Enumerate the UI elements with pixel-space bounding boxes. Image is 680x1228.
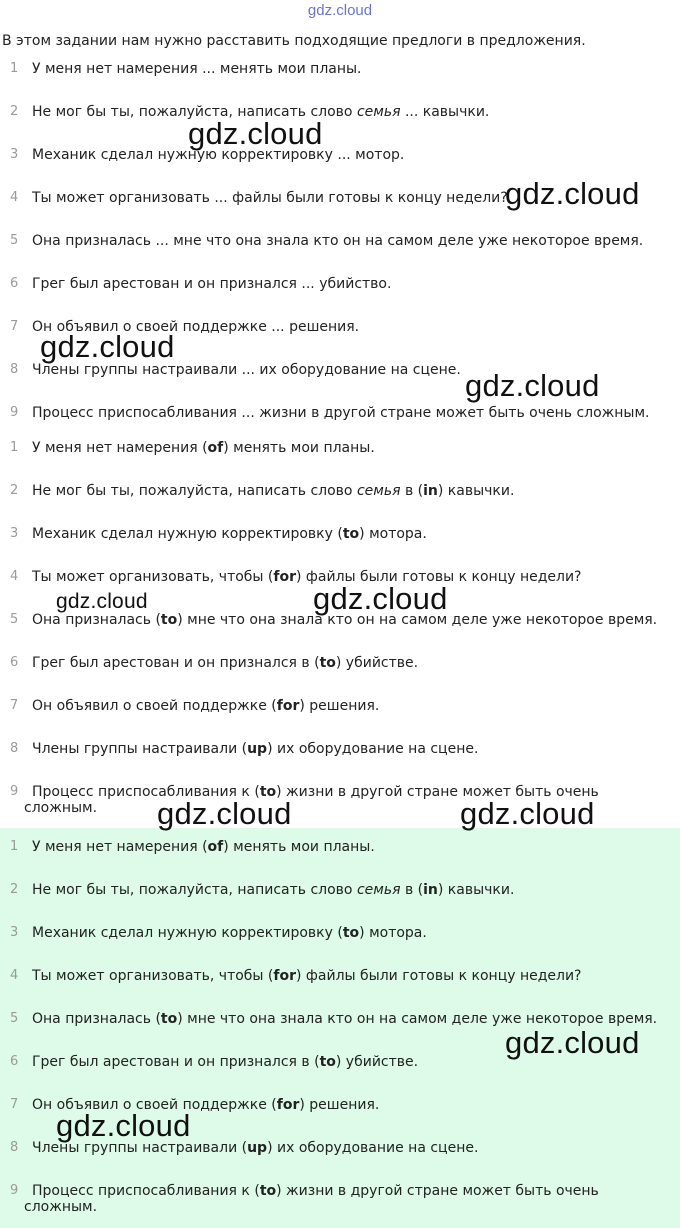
item-number: 8 <box>10 741 19 756</box>
item-text: Процесс приспосабливания к (to) жизни в другой стране может быть очень сложным. <box>24 1183 599 1215</box>
item-text: Процесс приспосабливания к (to) жизни в другой стране может быть очень сложным. <box>24 784 599 816</box>
watermark: gdz.cloud <box>157 796 292 831</box>
item-number: 4 <box>10 569 19 584</box>
item-number: 8 <box>10 1140 19 1155</box>
item-text: Грег был арестован и он признался ... убийство. <box>32 276 392 292</box>
item-number: 9 <box>10 405 19 420</box>
item-number: 6 <box>10 1054 19 1069</box>
watermark: gdz.cloud <box>313 581 448 616</box>
item-number: 3 <box>10 147 19 162</box>
item-text: Не мог бы ты, пожалуйста, написать слово семья в (in) кавычки. <box>32 882 515 898</box>
intro-text: В этом задании нам нужно расставить подходящие предлоги в предложения. <box>2 33 586 49</box>
item-number: 5 <box>10 1011 19 1026</box>
item-text: У меня нет намерения (of) менять мои планы. <box>32 839 375 855</box>
item-number: 7 <box>10 1097 19 1112</box>
item-text: У меня нет намерения ... менять мои планы. <box>32 61 362 77</box>
item-text: У меня нет намерения (of) менять мои планы. <box>32 440 375 456</box>
item-number: 4 <box>10 190 19 205</box>
item-text: Он объявил о своей поддержке (for) решения. <box>32 698 380 714</box>
item-number: 7 <box>10 698 19 713</box>
item-text: Она призналась (to) мне что она знала кто он на самом деле уже некоторое время. <box>32 1011 658 1027</box>
item-text: Ты может организовать, чтобы (for) файлы были готовы к концу недели? <box>32 569 582 585</box>
watermark: gdz.cloud <box>460 796 595 831</box>
item-number: 2 <box>10 882 19 897</box>
item-number: 1 <box>10 440 19 455</box>
item-text: Механик сделал нужную корректировку ... мотор. <box>32 147 405 163</box>
item-number: 2 <box>10 483 19 498</box>
watermark: gdz.cloud <box>505 1025 640 1060</box>
item-number: 3 <box>10 925 19 940</box>
watermark: gdz.cloud <box>465 368 600 403</box>
item-text: Члены группы настраивали (up) их оборудование на сцене. <box>32 741 479 757</box>
item-text: Ты может организовать ... файлы были готовы к концу недели? <box>32 190 508 206</box>
item-text: Грег был арестован и он признался в (to) убийстве. <box>32 1054 419 1070</box>
item-number: 3 <box>10 526 19 541</box>
item-text: Она призналась (to) мне что она знала кто он на самом деле уже некоторое время. <box>32 612 658 628</box>
item-number: 5 <box>10 233 19 248</box>
item-number: 9 <box>10 1183 19 1198</box>
item-text: Механик сделал нужную корректировку (to) мотора. <box>32 925 427 941</box>
item-number: 1 <box>10 839 19 854</box>
item-text: Не мог бы ты, пожалуйста, написать слово семья в (in) кавычки. <box>32 483 515 499</box>
item-text: Процесс приспосабливания ... жизни в другой стране может быть очень сложным. <box>32 405 650 421</box>
item-text: Не мог бы ты, пожалуйста, написать слово семья ... кавычки. <box>32 104 490 120</box>
item-text: Механик сделал нужную корректировку (to) мотора. <box>32 526 427 542</box>
watermark: gdz.cloud <box>56 1108 191 1143</box>
item-text: Ты может организовать, чтобы (for) файлы были готовы к концу недели? <box>32 968 582 984</box>
item-number: 8 <box>10 362 19 377</box>
item-text: Члены группы настраивали ... их оборудование на сцене. <box>32 362 461 378</box>
item-number: 1 <box>10 61 19 76</box>
item-text: Она призналась ... мне что она знала кто он на самом деле уже некоторое время. <box>32 233 644 249</box>
item-number: 2 <box>10 104 19 119</box>
item-text: Он объявил о своей поддержке (for) решения. <box>32 1097 380 1113</box>
item-text: Члены группы настраивали (up) их оборудование на сцене. <box>32 1140 479 1156</box>
item-text: Грег был арестован и он признался в (to) убийстве. <box>32 655 419 671</box>
item-text: Он объявил о своей поддержке ... решения. <box>32 319 360 335</box>
watermark: gdz.cloud <box>40 329 175 364</box>
item-number: 9 <box>10 784 19 799</box>
item-number: 7 <box>10 319 19 334</box>
item-number: 4 <box>10 968 19 983</box>
item-number: 5 <box>10 612 19 627</box>
watermark: gdz.cloud <box>56 590 148 613</box>
item-number: 6 <box>10 655 19 670</box>
site-header-link[interactable]: gdz.cloud <box>307 2 373 19</box>
watermark: gdz.cloud <box>188 116 323 151</box>
item-number: 6 <box>10 276 19 291</box>
watermark: gdz.cloud <box>505 176 640 211</box>
